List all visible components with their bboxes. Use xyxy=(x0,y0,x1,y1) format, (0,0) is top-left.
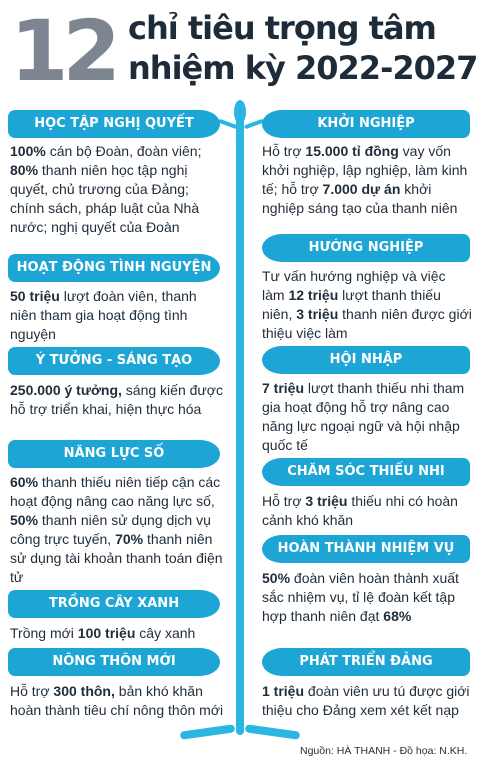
highlight-figure: 15.000 tỉ đồng xyxy=(305,143,399,159)
body-text: thanh thiếu niên tiếp cận các hoạt động nâng cao năng lực số, xyxy=(10,474,221,509)
body-text: thanh niên sử dụng dịch vụ công trực tuyến, xyxy=(10,512,211,547)
body-text: lượt thanh thiếu niên, xyxy=(262,287,441,322)
big-number-12: 12 xyxy=(10,2,115,100)
body-text: Hỗ trợ xyxy=(262,493,306,509)
heading-hoi-nhap: HỘI NHẬP xyxy=(262,346,470,374)
body-text: bản khó khăn hoàn thành tiêu chí nông thôn mới xyxy=(10,683,224,718)
text-nang-luc-so xyxy=(10,473,224,587)
text-nong-thon-moi xyxy=(10,682,224,720)
heading-hoan-thanh-nhiem-vu: HOÀN THÀNH NHIỆM VỤ xyxy=(262,535,470,563)
heading-hoc-tap-nghi-quyet: HỌC TẬP NGHỊ QUYẾT xyxy=(8,110,220,138)
highlight-figure: 1 triệu xyxy=(262,683,305,699)
highlight-figure: 50% xyxy=(10,512,39,528)
source-credit: Nguồn: HÀ THANH - Đồ họa: N.KH. xyxy=(300,745,468,757)
body-text: Tư vấn hướng nghiệp và việc làm xyxy=(262,268,446,303)
title-line-1: chỉ tiêu trọng tâm xyxy=(128,9,436,47)
highlight-figure: 50% xyxy=(262,570,291,586)
text-hoat-dong-tinh-nguyen xyxy=(10,287,224,344)
highlight-figure: 250.000 ý tưởng, xyxy=(10,382,122,398)
highlight-figure: 50 triệu xyxy=(10,288,60,304)
tree-roots xyxy=(180,728,300,740)
highlight-figure: 12 triệu xyxy=(288,287,339,303)
heading-hoat-dong-tinh-nguyen: HOẠT ĐỘNG TÌNH NGUYỆN xyxy=(8,254,220,282)
tree-trunk xyxy=(236,110,244,735)
highlight-figure: 300 thôn, xyxy=(53,683,115,699)
heading-nang-luc-so: NĂNG LỰC SỐ xyxy=(8,440,220,468)
highlight-figure: 7.000 dự án xyxy=(322,181,401,197)
heading-nong-thon-moi: NÔNG THÔN MỚI xyxy=(8,648,220,676)
body-text: đoàn viên ưu tú được giới thiệu cho Đảng xem xét kết nạp xyxy=(262,683,470,718)
body-text: Hỗ trợ xyxy=(10,683,54,699)
body-text: khởi nghiệp sáng tạo của thanh niên xyxy=(262,181,458,216)
text-khoi-nghiep xyxy=(262,142,472,218)
body-text: cán bộ Đoàn, đoàn viên; xyxy=(45,143,202,159)
highlight-figure: 3 triệu xyxy=(305,493,348,509)
highlight-figure: 70% xyxy=(115,531,144,547)
highlight-figure: 80% xyxy=(10,162,39,178)
heading-trong-cay-xanh: TRỒNG CÂY XANH xyxy=(8,590,220,618)
body-text: sáng kiến được hỗ trợ triển khai, hiện thực hóa xyxy=(10,382,223,417)
highlight-figure: 100 triệu xyxy=(77,625,136,641)
heading-khoi-nghiep: KHỞI NGHIỆP xyxy=(262,110,470,138)
text-trong-cay-xanh xyxy=(10,624,224,643)
text-cham-soc-thieu-nhi xyxy=(262,492,472,530)
highlight-figure: 3 triệu xyxy=(296,306,339,322)
highlight-figure: 60% xyxy=(10,474,39,490)
body-text: đoàn viên hoàn thành xuất sắc nhiệm vụ, tỉ lệ đoàn kết tập hợp thanh niên đạt xyxy=(262,570,459,624)
title-line-2: nhiệm kỳ 2022-2027 xyxy=(128,49,478,87)
highlight-figure: 68% xyxy=(383,608,412,624)
body-text: lượt thanh thiếu nhi tham gia hoạt động hỗ trợ nâng cao năng lực ngoại ngữ và hội nhập quốc tế xyxy=(262,380,465,453)
text-y-tuong-sang-tao xyxy=(10,381,224,419)
heading-cham-soc-thieu-nhi: CHĂM SÓC THIẾU NHI xyxy=(262,458,470,486)
body-text: cây xanh xyxy=(135,625,196,641)
body-text: thanh niên được giới thiệu việc làm xyxy=(262,306,472,341)
body-text: thiếu nhi có hoàn cảnh khó khăn xyxy=(262,493,458,528)
text-hoi-nhap xyxy=(262,379,472,455)
heading-y-tuong-sang-tao: Ý TƯỞNG - SÁNG TẠO xyxy=(8,347,220,375)
heading-huong-nghiep: HƯỚNG NGHIỆP xyxy=(262,234,470,262)
highlight-figure: 7 triệu xyxy=(262,380,305,396)
body-text: lượt đoàn viên, thanh niên tham gia hoạt động tình nguyện xyxy=(10,288,197,342)
highlight-figure: 100% xyxy=(10,143,46,159)
page-title xyxy=(128,8,478,88)
body-text: thanh niên sử dụng tài khoản thanh toán điện tử xyxy=(10,531,223,585)
text-phat-trien-dang xyxy=(262,682,472,720)
text-huong-nghiep xyxy=(262,267,472,343)
heading-phat-trien-dang: PHÁT TRIỂN ĐẢNG xyxy=(262,648,470,676)
body-text: vay vốn khởi nghiệp, lập nghiệp, làm kinh tế; hỗ trợ xyxy=(262,143,468,197)
body-text: Hỗ trợ xyxy=(262,143,306,159)
body-text: thanh niên học tập nghị quyết, chủ trương của Đảng; chính sách, pháp luật của Nhà nước; nghị quyết của Đoàn xyxy=(10,162,200,235)
body-text: Trồng mới xyxy=(10,625,78,641)
text-hoc-tap-nghi-quyet xyxy=(10,142,224,237)
text-hoan-thanh-nhiem-vu xyxy=(262,569,472,626)
